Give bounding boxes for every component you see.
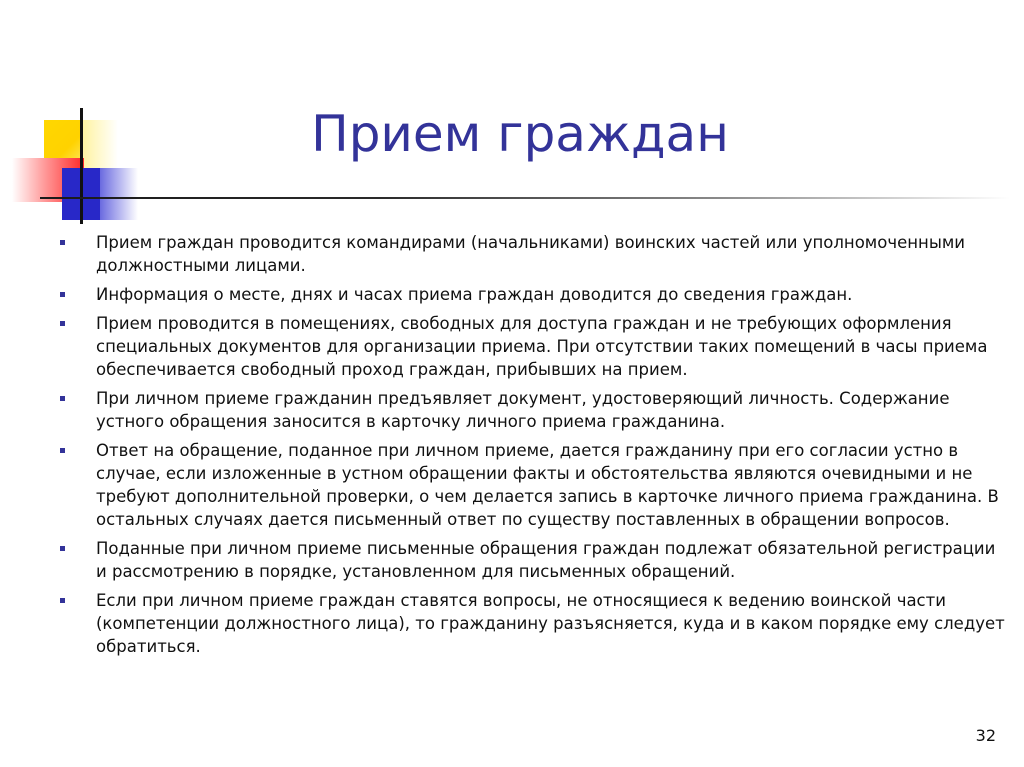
vertical-rule-decoration bbox=[80, 108, 83, 224]
square-bullet-icon bbox=[60, 448, 65, 453]
blue-gradient-decoration bbox=[100, 168, 138, 220]
slide-title: Прием граждан bbox=[311, 105, 729, 163]
square-bullet-icon bbox=[60, 546, 65, 551]
bullet-text: Ответ на обращение, поданное при личном приеме, дается гражданину при его согласии устно в случае, если изложенные в устном обращении факты и обстоятельства являются очевидными и не требуют дополнительной проверки, о чем делается запись в карточке личного приема гражданина. В остальных случаях дается письменный ответ по существу поставленных в обращении вопросов. bbox=[96, 441, 999, 529]
title-underline-rule bbox=[40, 197, 1010, 199]
square-bullet-icon bbox=[60, 321, 65, 326]
bullet-text: При личном приеме гражданин предъявляет документ, удостоверяющий личность. Содержание устного обращения заносится в карточку личного приема гражданина. bbox=[96, 389, 950, 431]
square-bullet-icon bbox=[60, 598, 65, 603]
bullet-item bbox=[56, 387, 1006, 433]
yellow-gradient-decoration bbox=[82, 120, 118, 168]
bullet-list bbox=[56, 231, 1006, 664]
bullet-text: Прием проводится в помещениях, свободных для доступа граждан и не требующих оформления специальных документов для организации приема. При отсутствии таких помещений в часы приема обеспечивается свободный проход граждан, прибывших на прием. bbox=[96, 314, 988, 379]
square-bullet-icon bbox=[60, 396, 65, 401]
page-number: 32 bbox=[975, 726, 996, 745]
bullet-item bbox=[56, 589, 1006, 658]
bullet-text: Поданные при личном приеме письменные обращения граждан подлежат обязательной регистрации и рассмотрению в порядке, установленном для письменных обращений. bbox=[96, 539, 996, 581]
square-bullet-icon bbox=[60, 292, 65, 297]
bullet-text: Информация о месте, днях и часах приема граждан доводится до сведения граждан. bbox=[96, 285, 853, 304]
bullet-item bbox=[56, 439, 1006, 531]
bullet-item bbox=[56, 537, 1006, 583]
bullet-text: Прием граждан проводится командирами (начальниками) воинских частей или уполномоченными должностными лицами. bbox=[96, 233, 966, 275]
bullet-item bbox=[56, 231, 1006, 277]
square-bullet-icon bbox=[60, 240, 65, 245]
bullet-item bbox=[56, 283, 1006, 306]
bullet-text: Если при личном приеме граждан ставятся вопросы, не относящиеся к ведению воинской части (компетенции должностного лица), то гражданину разъясняется, куда и в каком порядке ему следует обратиться. bbox=[96, 591, 1005, 656]
bullet-item bbox=[56, 312, 1006, 381]
